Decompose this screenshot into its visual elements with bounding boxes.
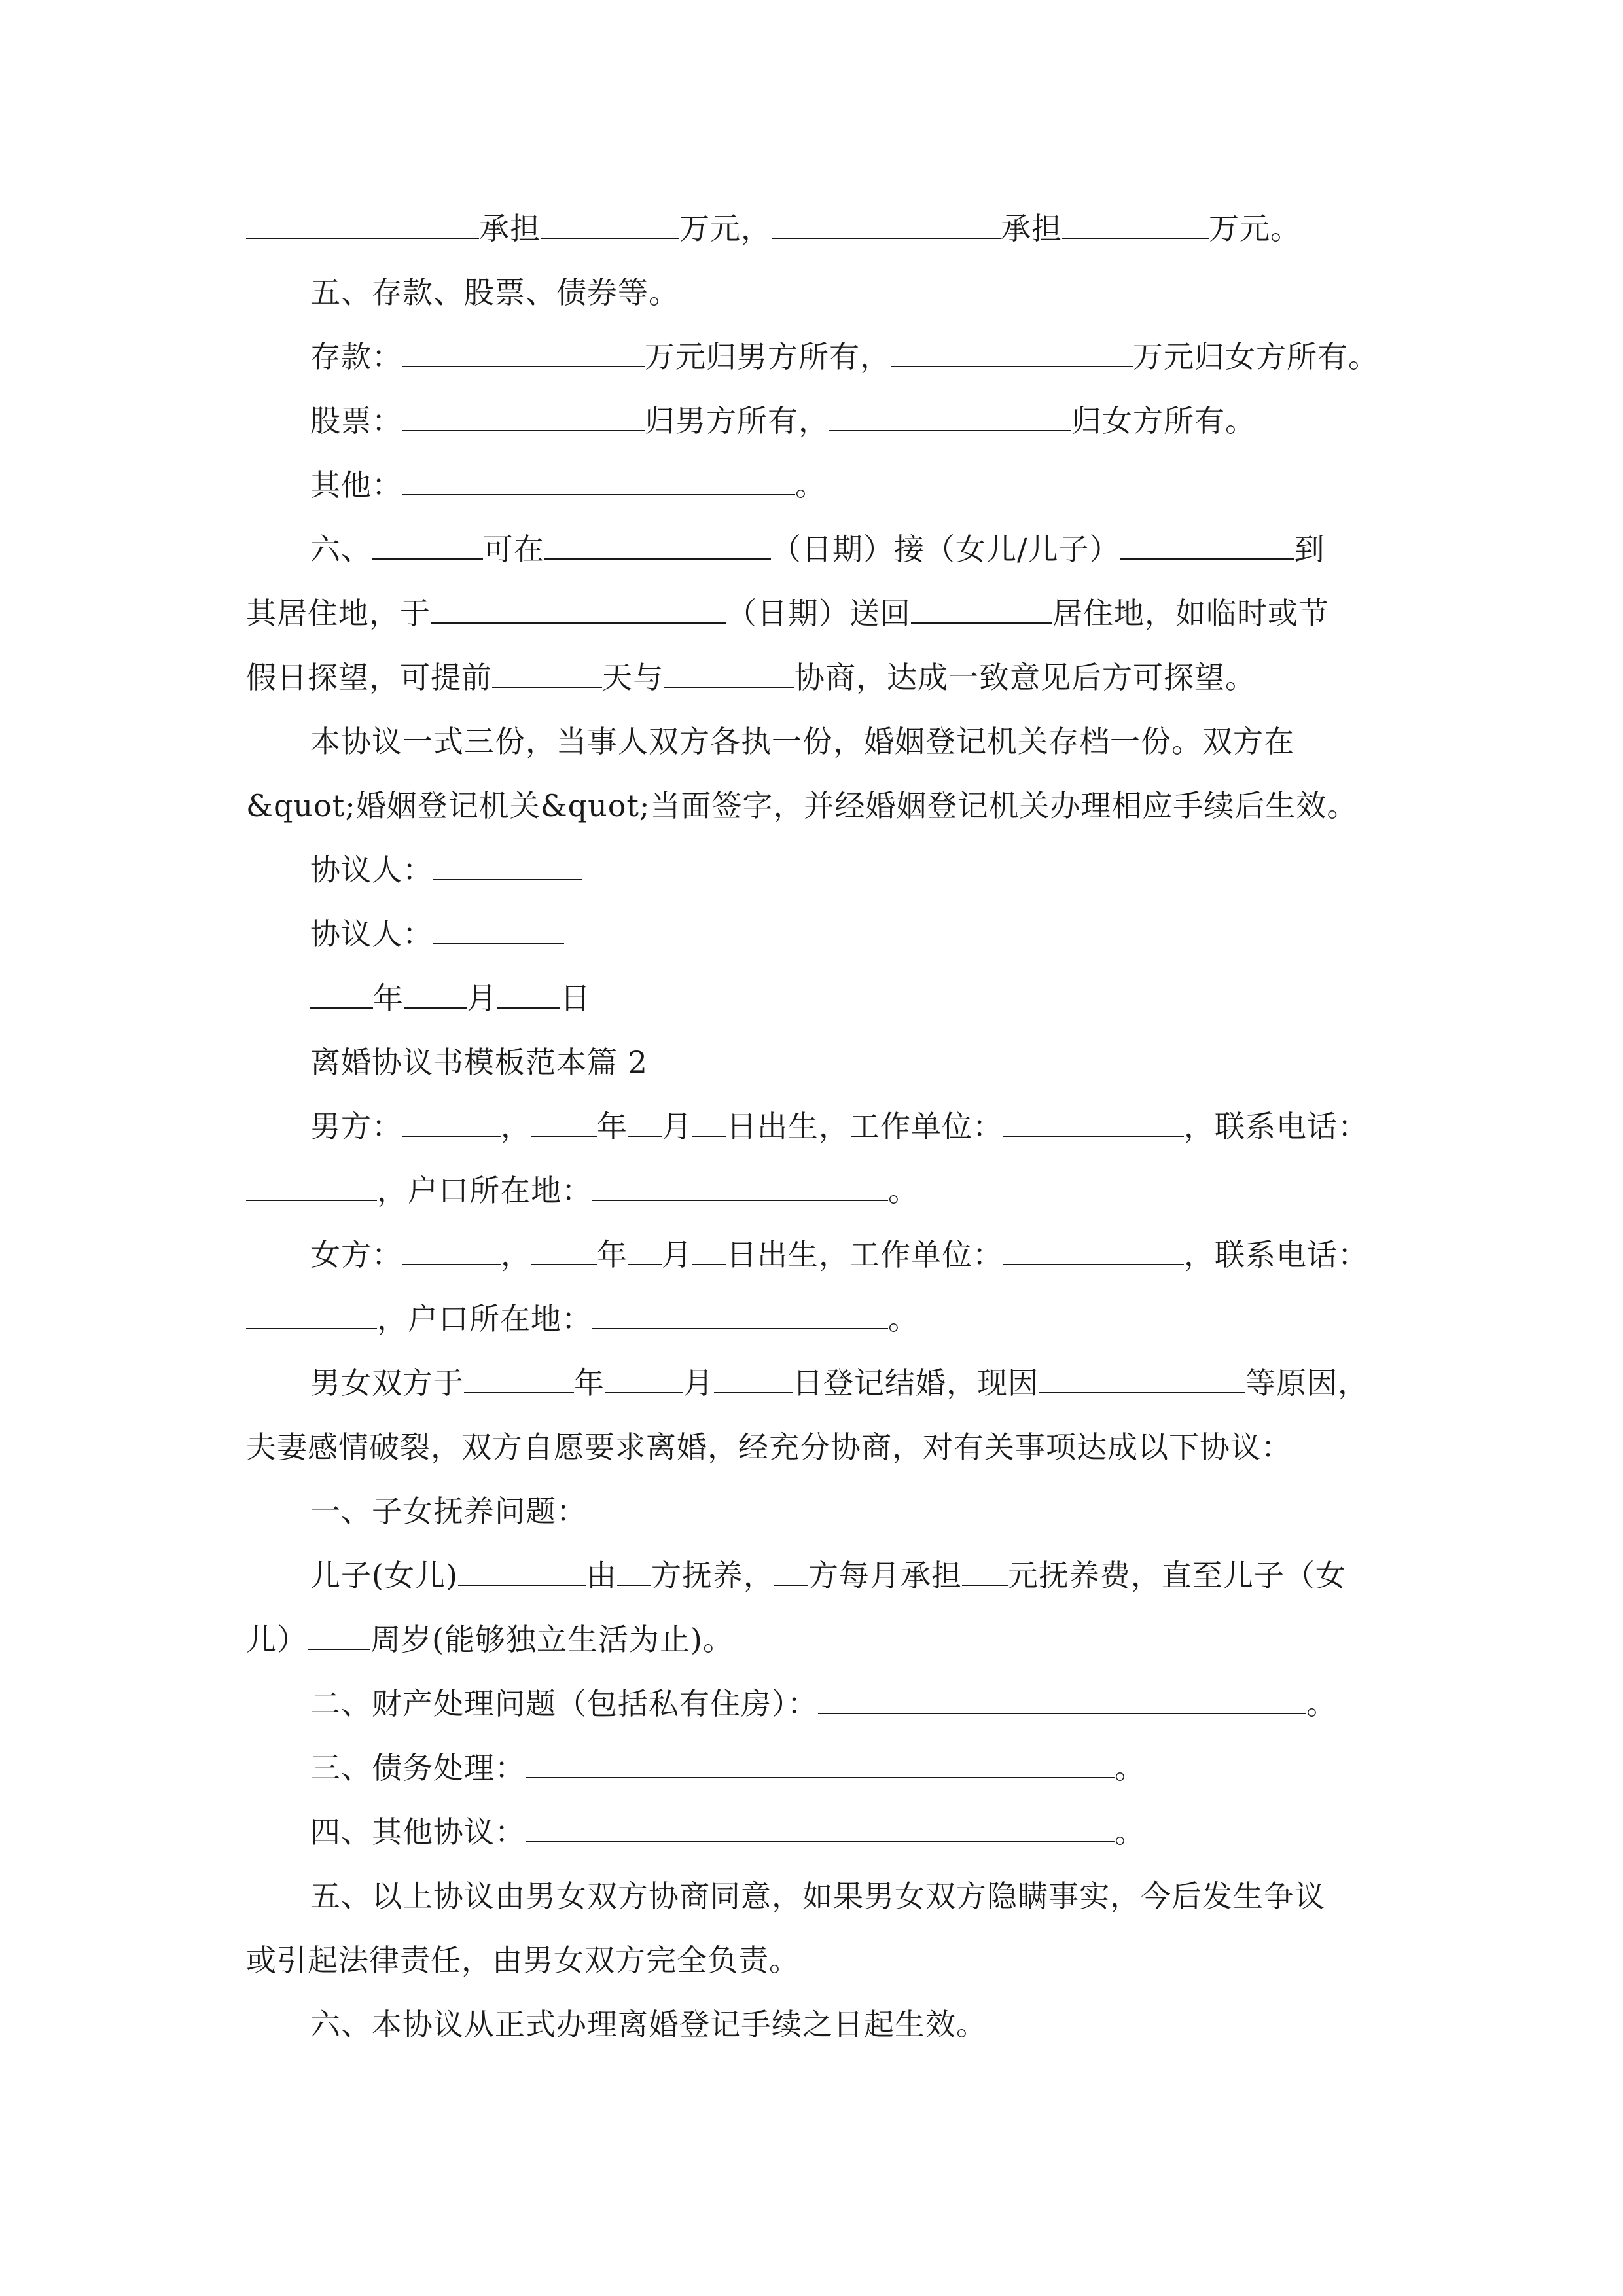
text-segment: 承担 — [1001, 211, 1062, 246]
fill-blank — [628, 1113, 662, 1137]
fill-blank — [628, 1242, 662, 1265]
text-segment: 方每月承担 — [808, 1558, 962, 1593]
signature-line — [246, 902, 1385, 966]
text-segment: 周岁(能够独立生活为止)。 — [370, 1622, 734, 1657]
text-segment: 其居住地，于 — [246, 596, 431, 631]
signature-line — [246, 838, 1385, 902]
text-line — [246, 196, 1385, 260]
text-segment: 等原因， — [1245, 1365, 1368, 1401]
text-segment: 年 — [373, 980, 404, 1016]
fill-blank — [433, 921, 564, 944]
text-segment: 协商，达成一致意见后方可探望。 — [794, 660, 1256, 695]
fill-blank — [774, 1562, 808, 1586]
fill-blank — [891, 344, 1133, 367]
fill-blank — [431, 600, 726, 624]
text-segment: 年 — [597, 1109, 628, 1144]
text-segment: 股票： — [310, 403, 402, 439]
fill-blank — [962, 1562, 1008, 1586]
section-heading: 一、子女抚养问题： — [310, 1494, 587, 1529]
text-line — [246, 1672, 1385, 1736]
fill-blank — [664, 664, 794, 688]
text-segment: 女方： — [310, 1237, 402, 1272]
fill-blank — [1003, 1113, 1184, 1137]
text-line — [246, 581, 1385, 645]
section-heading: 五、存款、股票、债券等。 — [310, 275, 679, 310]
text-segment: 男女双方于 — [310, 1365, 464, 1401]
text-line — [246, 1223, 1385, 1287]
text-line — [246, 1351, 1385, 1415]
text-line — [246, 1800, 1385, 1864]
text-line — [246, 1287, 1385, 1351]
fill-blank — [829, 408, 1071, 431]
text-segment: 日 — [560, 980, 591, 1016]
text-segment: 天与 — [602, 660, 664, 695]
fill-blank — [692, 1113, 726, 1137]
fill-blank — [1120, 536, 1294, 560]
text-segment: 。 — [1115, 1814, 1145, 1850]
fill-blank — [1003, 1242, 1184, 1265]
fill-blank — [308, 1626, 370, 1650]
fill-blank — [492, 664, 602, 688]
fill-blank — [772, 215, 1001, 239]
fill-blank — [544, 536, 771, 560]
text-segment: ，联系电话： — [1184, 1237, 1368, 1272]
text-segment: ，户口所在地： — [377, 1301, 592, 1336]
text-segment: 元抚养费，直至儿子（女 — [1007, 1558, 1346, 1593]
text-segment: ， — [501, 1109, 531, 1144]
text-line — [246, 389, 1385, 453]
paragraph-line: &quot;婚姻登记机关&quot;当面签字，并经婚姻登记机关办理相应手续后生效。 — [246, 788, 1358, 823]
fill-blank — [246, 1306, 377, 1329]
paragraph-line: 或引起法律责任，由男女双方完全负责。 — [246, 1943, 800, 1978]
text-segment: （日期）接（女儿/儿子） — [771, 531, 1120, 567]
fill-blank — [433, 857, 582, 880]
fill-blank — [402, 1113, 501, 1137]
text-segment: 。 — [1115, 1750, 1145, 1785]
text-segment: 月 — [683, 1365, 714, 1401]
text-segment: 承担 — [479, 211, 541, 246]
text-segment: 年 — [574, 1365, 605, 1401]
fill-blank — [402, 472, 795, 495]
text-segment: ， — [501, 1237, 531, 1272]
date-line — [246, 966, 1385, 1030]
text-segment: 三、债务处理： — [310, 1750, 526, 1785]
text-segment: 其他： — [310, 467, 402, 503]
text-line — [246, 645, 1385, 709]
fill-blank — [497, 985, 560, 1009]
fill-blank — [310, 985, 373, 1009]
text-segment: 归女方所有。 — [1071, 403, 1256, 439]
text-segment: 六、 — [310, 531, 372, 567]
fill-blank — [246, 215, 479, 239]
text-segment: ，户口所在地： — [377, 1173, 592, 1208]
fill-blank — [818, 1691, 1306, 1714]
text-segment: 协议人： — [310, 852, 433, 888]
text-segment: 万元归男方所有， — [645, 339, 891, 374]
text-segment: 儿） — [246, 1622, 308, 1657]
text-segment: 协议人： — [310, 916, 433, 952]
text-segment: 归男方所有， — [645, 403, 829, 439]
text-segment: 居住地，如临时或节 — [1052, 596, 1329, 631]
fill-blank — [531, 1242, 597, 1265]
text-line — [246, 453, 1385, 517]
fill-blank — [911, 600, 1052, 624]
text-segment: （日期）送回 — [726, 596, 911, 631]
paragraph-line: 六、本协议从正式办理离婚登记手续之日起生效。 — [310, 2007, 987, 2042]
fill-blank — [246, 1177, 377, 1201]
fill-blank — [617, 1562, 651, 1586]
text-segment: 万元。 — [1209, 211, 1301, 246]
fill-blank — [714, 1370, 793, 1393]
fill-blank — [592, 1306, 888, 1329]
fill-blank — [404, 985, 467, 1009]
text-segment: ，联系电话： — [1184, 1109, 1368, 1144]
text-line — [246, 325, 1385, 389]
paragraph-line: 本协议一式三份，当事人双方各执一份，婚姻登记机关存档一份。双方在 — [310, 724, 1294, 759]
text-segment: 万元归女方所有。 — [1133, 339, 1379, 374]
fill-blank — [531, 1113, 597, 1137]
fill-blank — [526, 1819, 1115, 1842]
text-segment: 由 — [586, 1558, 617, 1593]
text-segment: 。 — [795, 467, 826, 503]
fill-blank — [1062, 215, 1209, 239]
fill-blank — [458, 1562, 586, 1586]
text-segment: 二、财产处理问题（包括私有住房）： — [310, 1686, 818, 1721]
text-segment: 月 — [467, 980, 497, 1016]
text-line — [246, 517, 1385, 581]
fill-blank — [605, 1370, 683, 1393]
fill-blank — [402, 344, 645, 367]
text-segment: 。 — [888, 1301, 919, 1336]
text-segment: 到 — [1294, 531, 1325, 567]
fill-blank — [541, 215, 679, 239]
text-segment: 假日探望，可提前 — [246, 660, 492, 695]
text-segment: 。 — [1306, 1686, 1337, 1721]
text-line — [246, 1094, 1385, 1158]
text-segment: 日登记结婚，现因 — [793, 1365, 1039, 1401]
text-segment: 可在 — [483, 531, 544, 567]
text-segment: 四、其他协议： — [310, 1814, 526, 1850]
fill-blank — [1039, 1370, 1245, 1393]
text-line — [246, 1736, 1385, 1800]
paragraph-line: 五、以上协议由男女双方协商同意，如果男女双方隐瞒事实，今后发生争议 — [310, 1878, 1325, 1914]
fill-blank — [372, 536, 483, 560]
text-line — [246, 1543, 1385, 1607]
text-segment: 儿子(女儿) — [310, 1558, 458, 1593]
text-segment: 万元， — [679, 211, 772, 246]
text-segment: 存款： — [310, 339, 402, 374]
text-segment: 年 — [597, 1237, 628, 1272]
document-page — [246, 196, 1385, 2056]
text-segment: 日出生，工作单位： — [726, 1109, 1003, 1144]
text-line — [246, 1158, 1385, 1223]
fill-blank — [402, 408, 645, 431]
text-segment: 。 — [888, 1173, 919, 1208]
fill-blank — [526, 1755, 1115, 1778]
text-segment: 日出生，工作单位： — [726, 1237, 1003, 1272]
paragraph-line: 夫妻感情破裂，双方自愿要求离婚，经充分协商，对有关事项达成以下协议： — [246, 1429, 1292, 1465]
template-title: 离婚协议书模板范本篇 2 — [310, 1045, 648, 1080]
fill-blank — [692, 1242, 726, 1265]
text-segment: 月 — [662, 1109, 692, 1144]
text-line — [246, 1607, 1385, 1672]
text-segment: 男方： — [310, 1109, 402, 1144]
fill-blank — [402, 1242, 501, 1265]
text-segment: 方抚养， — [651, 1558, 774, 1593]
text-segment: 月 — [662, 1237, 692, 1272]
fill-blank — [592, 1177, 888, 1201]
fill-blank — [464, 1370, 574, 1393]
